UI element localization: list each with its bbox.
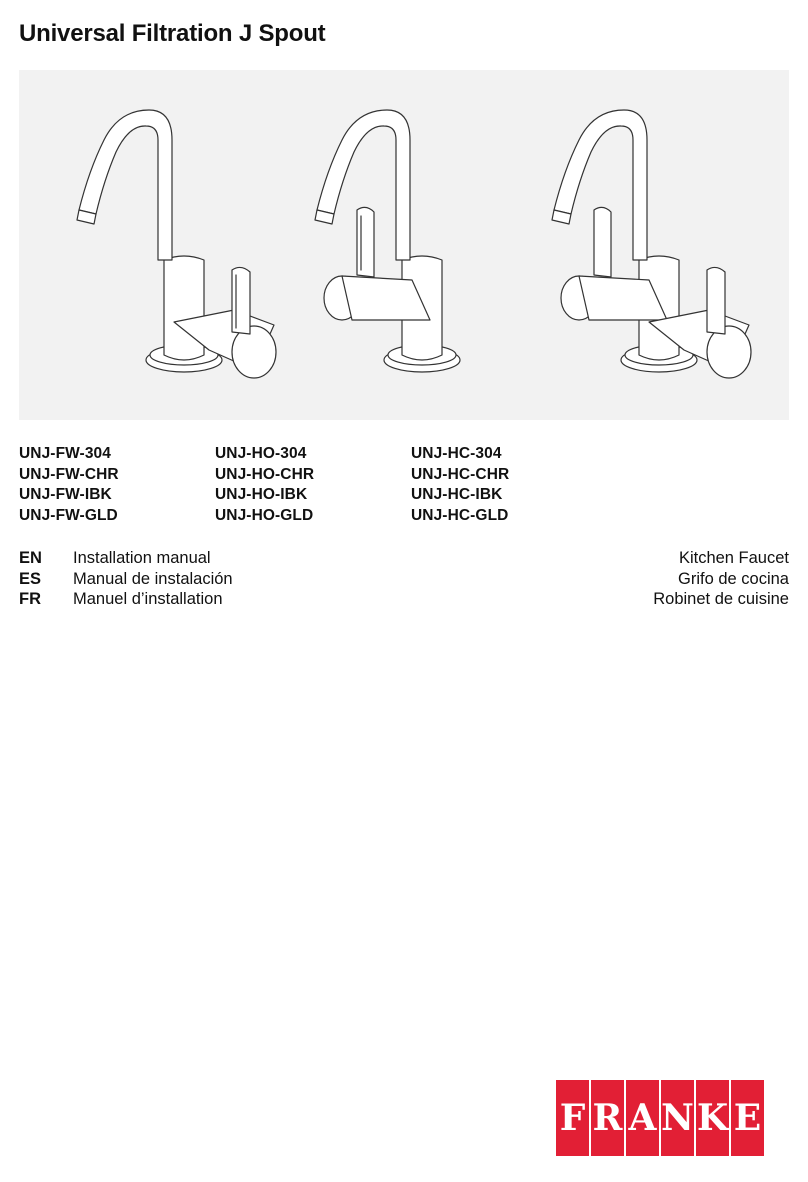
language-code: ES [19, 569, 42, 588]
model-number: UNJ-HO-GLD [215, 506, 314, 524]
model-number: UNJ-HC-304 [411, 445, 502, 462]
logo-letter: F [556, 1080, 589, 1156]
language-row-en [19, 548, 789, 569]
faucet-ho-icon [315, 110, 460, 372]
language-list [19, 548, 789, 610]
model-column-ho [215, 444, 411, 526]
logo-letter: K [696, 1080, 729, 1156]
language-code: FR [19, 590, 41, 608]
faucet-illustration [19, 70, 789, 420]
product-type: Grifo de cocina [678, 569, 789, 588]
logo-letter: N [661, 1080, 694, 1156]
model-column-fw [19, 444, 215, 526]
manual-title: Manual de instalación [73, 569, 233, 588]
model-number: UNJ-HC-CHR [411, 465, 510, 483]
model-number: UNJ-HC-GLD [411, 506, 509, 524]
product-illustration [19, 70, 789, 420]
model-number-list [19, 444, 619, 526]
language-row-fr [19, 589, 789, 610]
model-column-hc [411, 444, 607, 526]
logo-letter: A [626, 1080, 659, 1156]
page-title: Universal Filtration J Spout [19, 20, 326, 47]
model-number: UNJ-HO-CHR [215, 465, 315, 483]
model-number: UNJ-HO-IBK [215, 486, 308, 503]
model-number: UNJ-HC-IBK [411, 486, 503, 503]
model-number: UNJ-FW-304 [19, 445, 111, 462]
faucet-hc-icon [552, 110, 751, 378]
model-number: UNJ-FW-GLD [19, 506, 118, 524]
logo-letter: E [731, 1080, 764, 1156]
product-type: Robinet de cuisine [653, 590, 789, 608]
model-number: UNJ-FW-CHR [19, 465, 119, 483]
model-number: UNJ-HO-304 [215, 445, 307, 462]
language-code: EN [19, 549, 42, 567]
franke-logo [556, 1080, 789, 1156]
manual-title: Installation manual [73, 549, 211, 567]
language-row-es [19, 569, 789, 590]
manual-title: Manuel d’installation [73, 590, 223, 608]
faucet-fw-icon [77, 110, 276, 378]
logo-letter: R [591, 1080, 624, 1156]
model-number: UNJ-FW-IBK [19, 486, 112, 503]
product-type: Kitchen Faucet [678, 549, 789, 567]
